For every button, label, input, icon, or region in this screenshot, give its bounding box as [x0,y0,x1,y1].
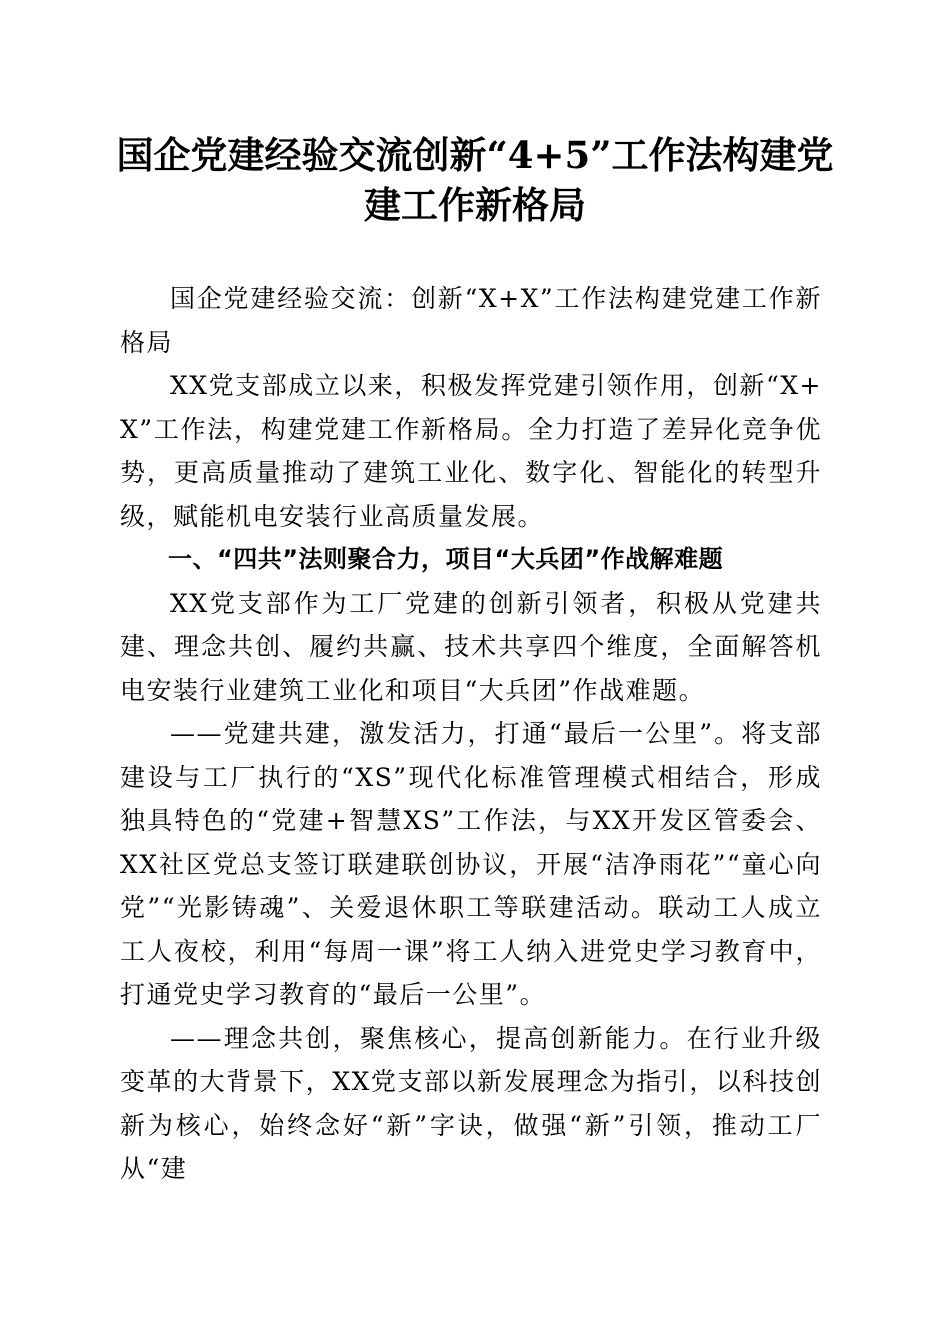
document-title: 国企党建经验交流创新“4+5”工作法构建党建工作新格局 [116,133,834,227]
intro-paragraph: 国企党建经验交流：创新“X+X”工作法构建党建工作新格局 [120,284,822,357]
section-paragraph: ——党建共建，激发活力，打通“最后一公里”。将支部建设与工厂执行的“XS”现代化标准管理模式相结合，形成独具特色的“党建+智慧XS”工作法，与XX开发区管委会、XX社区党总支签订联建联创协议，开展“洁净雨花”“童心向党”“光影铸魂”、关爱退休职工等联建活动。联动工人成立工人夜校，利用“每周一课”将工人纳入进党史学习教育中，打通党史学习教育的“最后一公里”。 [120,719,822,1009]
summary-paragraph: XX党支部成立以来，积极发挥党建引领作用，创新“X+X”工作法，构建党建工作新格局。全力打造了差异化竞争优势，更高质量推动了建筑工业化、数字化、智能化的转型升级，赋能机电安装行业高质量发展。 [120,371,822,531]
document-body [120,277,822,1191]
section-paragraph: ——理念共创，聚焦核心，提高创新能力。在行业升级变革的大背景下，XX党支部以新发展理念为指引，以科技创新为核心，始终念好“新”字诀，做强“新”引领，推动工厂从“建 [120,1023,822,1183]
section-paragraph: XX党支部作为工厂党建的创新引领者，积极从党建共建、理念共创、履约共赢、技术共享四个维度，全面解答机电安装行业建筑工业化和项目“大兵团”作战难题。 [120,588,822,705]
section-heading: 一、“四共”法则聚合力，项目“大兵团”作战解难题 [168,545,724,573]
